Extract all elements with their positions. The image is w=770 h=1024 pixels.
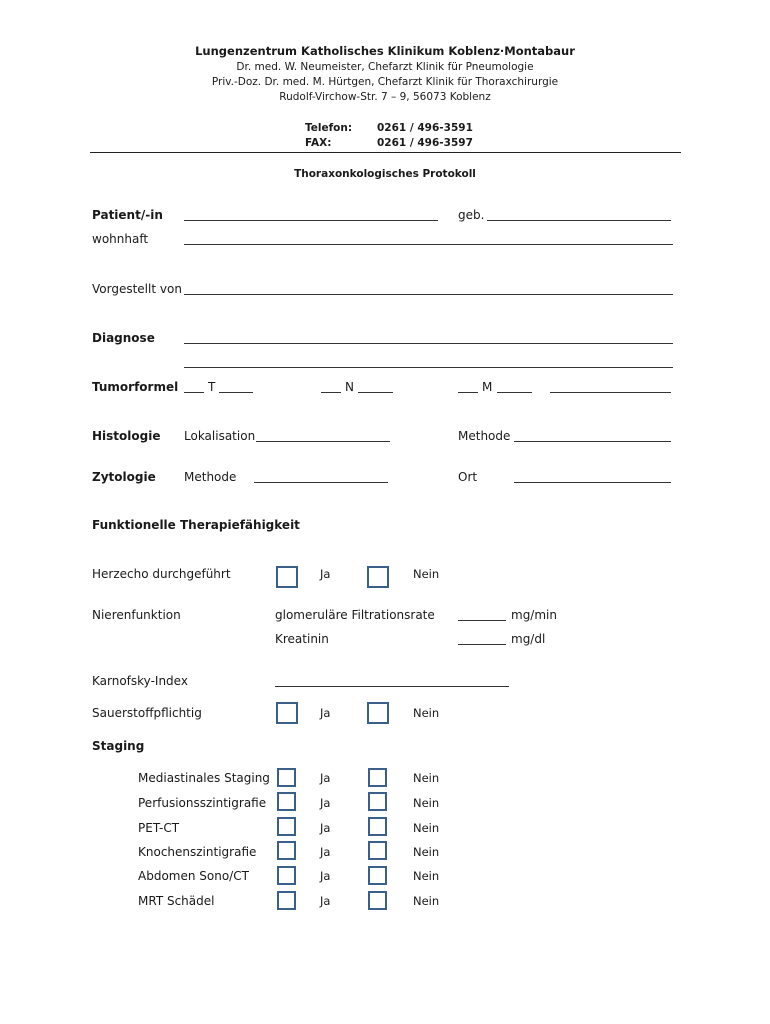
sauerstoff-nein-label: Nein [413, 706, 440, 720]
staging-ja-checkbox-0[interactable] [277, 768, 296, 787]
sauerstoff-label: Sauerstoffpflichtig [92, 706, 202, 720]
m-label: M [482, 380, 493, 394]
tumorformel-label: Tumorformel [92, 380, 179, 394]
t-input-line[interactable] [219, 392, 253, 393]
staging-nein-checkbox-4[interactable] [368, 866, 387, 885]
staging-item-label: Knochenszintigrafie [138, 845, 257, 859]
staging-item-label: MRT Schädel [138, 894, 215, 908]
geb-label: geb. [458, 208, 485, 222]
header-line-pneumologie: Dr. med. W. Neumeister, Chefarzt Klinik für Pneumologie [236, 61, 534, 73]
staging-nein-checkbox-0[interactable] [368, 768, 387, 787]
histologie-methode-input-line[interactable] [514, 441, 671, 442]
lokalisation-input-line[interactable] [256, 441, 390, 442]
staging-nein-label: Nein [413, 845, 440, 859]
staging-nein-label: Nein [413, 796, 440, 810]
ort-input-line[interactable] [514, 482, 671, 483]
zytologie-methode-input-line[interactable] [254, 482, 388, 483]
staging-ja-label: Ja [320, 845, 331, 859]
staging-nein-label: Nein [413, 894, 440, 908]
diagnose-label: Diagnose [92, 331, 155, 345]
lokalisation-label: Lokalisation [184, 429, 256, 443]
herzecho-ja-checkbox[interactable] [276, 566, 298, 588]
t-prefix-line[interactable] [184, 392, 204, 393]
staging-ja-label: Ja [320, 796, 331, 810]
fax-label: FAX: [305, 137, 332, 149]
gfr-input-line[interactable] [458, 620, 506, 621]
staging-nein-label: Nein [413, 869, 440, 883]
t-label: T [208, 380, 216, 394]
tumorformel-extra-line[interactable] [550, 392, 671, 393]
zytologie-methode-label: Methode [184, 470, 237, 484]
staging-nein-label: Nein [413, 821, 440, 835]
staging-nein-checkbox-3[interactable] [368, 841, 387, 860]
fax-value: 0261 / 496-3597 [377, 137, 473, 149]
histologie-methode-label: Methode [458, 429, 511, 443]
header-line-thoraxchirurgie: Priv.-Doz. Dr. med. M. Hürtgen, Chefarzt Klinik für Thoraxchirurgie [211, 76, 559, 88]
patient-input-line[interactable] [184, 220, 438, 221]
geb-input-line[interactable] [487, 220, 671, 221]
nierenfunktion-label: Nierenfunktion [92, 608, 181, 622]
patient-label: Patient/-in [92, 208, 163, 222]
karnofsky-input-line[interactable] [275, 686, 509, 687]
staging-item-label: Mediastinales Staging [138, 771, 270, 785]
phone-value: 0261 / 496-3591 [377, 122, 473, 134]
kreatinin-label: Kreatinin [275, 632, 329, 646]
herzecho-label: Herzecho durchgeführt [92, 567, 231, 581]
header-address: Rudolf-Virchow-Str. 7 – 9, 56073 Koblenz [279, 91, 491, 103]
staging-item-label: Perfusionsszintigrafie [138, 796, 267, 810]
kreatinin-unit: mg/dl [511, 632, 546, 646]
kreatinin-input-line[interactable] [458, 644, 506, 645]
sauerstoff-ja-label: Ja [320, 706, 331, 720]
zytologie-label: Zytologie [92, 470, 156, 484]
m-input-line[interactable] [497, 392, 532, 393]
vorgestellt-label: Vorgestellt von [92, 282, 182, 296]
staging-nein-checkbox-5[interactable] [368, 891, 387, 910]
staging-nein-checkbox-1[interactable] [368, 792, 387, 811]
staging-ja-label: Ja [320, 821, 331, 835]
sauerstoff-ja-checkbox[interactable] [276, 702, 298, 724]
staging-heading: Staging [92, 739, 145, 753]
gfr-unit: mg/min [511, 608, 557, 622]
herzecho-nein-checkbox[interactable] [367, 566, 389, 588]
diagnose-input-line-2[interactable] [184, 367, 673, 368]
wohnhaft-label: wohnhaft [92, 232, 149, 246]
n-input-line[interactable] [358, 392, 393, 393]
gfr-label: glomeruläre Filtrationsrate [275, 608, 435, 622]
ort-label: Ort [458, 470, 478, 484]
staging-nein-checkbox-2[interactable] [368, 817, 387, 836]
staging-ja-checkbox-5[interactable] [277, 891, 296, 910]
staging-nein-label: Nein [413, 771, 440, 785]
funktion-heading: Funktionelle Therapiefähigkeit [92, 518, 300, 532]
phone-label: Telefon: [305, 122, 353, 134]
staging-ja-checkbox-2[interactable] [277, 817, 296, 836]
wohnhaft-input-line[interactable] [184, 244, 673, 245]
n-prefix-line[interactable] [321, 392, 341, 393]
staging-ja-label: Ja [320, 894, 331, 908]
clinic-title: Lungenzentrum Katholisches Klinikum Koblenz·Montabaur [195, 44, 575, 58]
diagnose-input-line-1[interactable] [184, 343, 673, 344]
staging-ja-checkbox-1[interactable] [277, 792, 296, 811]
vorgestellt-input-line[interactable] [184, 294, 673, 295]
histologie-label: Histologie [92, 429, 161, 443]
form-title: Thoraxonkologisches Protokoll [294, 168, 476, 180]
staging-ja-checkbox-3[interactable] [277, 841, 296, 860]
herzecho-ja-label: Ja [320, 567, 331, 581]
sauerstoff-nein-checkbox[interactable] [367, 702, 389, 724]
herzecho-nein-label: Nein [413, 567, 440, 581]
staging-item-label: Abdomen Sono/CT [138, 869, 249, 883]
karnofsky-label: Karnofsky-Index [92, 674, 188, 688]
staging-ja-label: Ja [320, 771, 331, 785]
staging-ja-label: Ja [320, 869, 331, 883]
header-divider [90, 152, 681, 153]
staging-ja-checkbox-4[interactable] [277, 866, 296, 885]
n-label: N [345, 380, 354, 394]
m-prefix-line[interactable] [458, 392, 478, 393]
staging-item-label: PET-CT [138, 821, 180, 835]
